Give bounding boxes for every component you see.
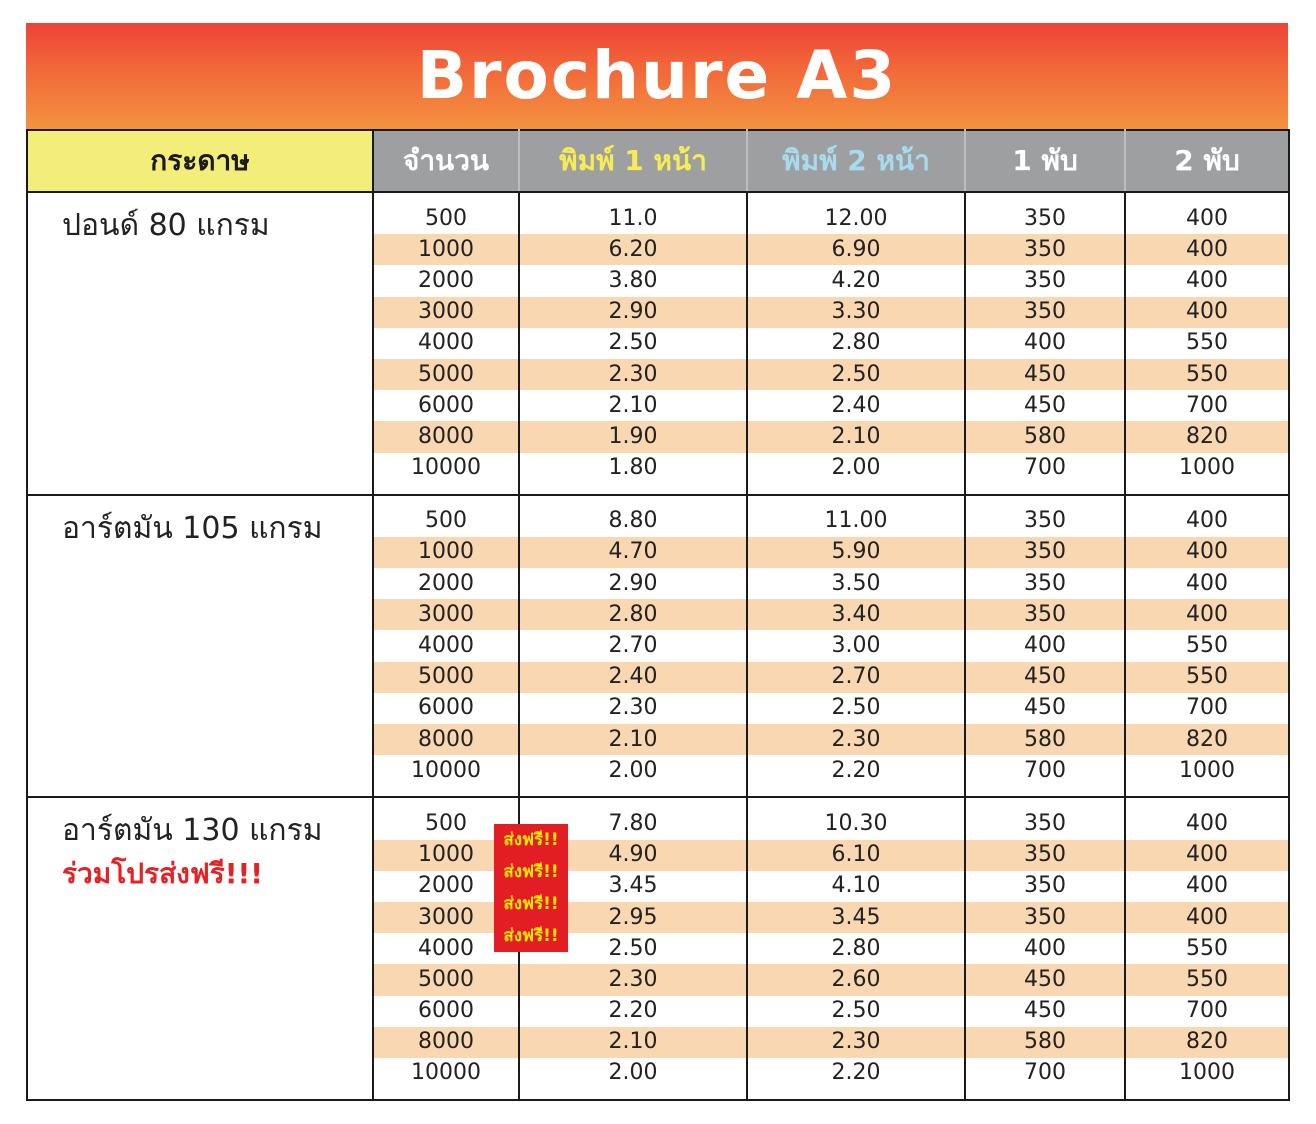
two-folds-price: 550 bbox=[1125, 662, 1289, 693]
print-two-sides-price: 2.20 bbox=[747, 755, 965, 797]
page-title: Brochure A3 bbox=[416, 37, 898, 114]
one-fold-price: 400 bbox=[965, 328, 1125, 359]
print-two-sides-price: 3.40 bbox=[747, 599, 965, 630]
quantity-cell: 6000 bbox=[373, 693, 519, 724]
paper-type-cell bbox=[27, 797, 373, 1100]
quantity-cell: 1000 bbox=[373, 234, 519, 265]
free-shipping-badge: ส่งฟรี!! bbox=[503, 861, 559, 882]
quantity-cell: 10000 bbox=[373, 453, 519, 495]
print-one-side-price: 2.00 bbox=[519, 1058, 747, 1100]
quantity-cell: 500 bbox=[373, 797, 519, 839]
two-folds-price: 400 bbox=[1186, 873, 1228, 899]
two-folds-price: 400 bbox=[1125, 599, 1289, 630]
free-shipping-badge: ส่งฟรี!! bbox=[503, 829, 559, 850]
two-folds-price: 820 bbox=[1125, 421, 1289, 452]
one-fold-price: 450 bbox=[965, 996, 1125, 1027]
print-two-sides-price: 2.80 bbox=[747, 328, 965, 359]
print-two-sides-price: 2.50 bbox=[747, 693, 965, 724]
two-folds-price: 400 bbox=[1125, 840, 1289, 871]
quantity-cell: 1000 bbox=[373, 537, 519, 568]
quantity-cell: 8000 bbox=[373, 421, 519, 452]
print-two-sides-price: 3.50 bbox=[747, 568, 965, 599]
print-two-sides-price: 3.45 bbox=[747, 902, 965, 933]
print-two-sides-price: 2.10 bbox=[747, 421, 965, 452]
table-row bbox=[27, 797, 1289, 839]
print-two-sides-price: 4.20 bbox=[747, 265, 965, 296]
quantity-cell: 10000 bbox=[373, 755, 519, 797]
two-folds-price: 400 bbox=[1186, 205, 1228, 231]
print-two-sides-price: 12.00 bbox=[747, 192, 965, 234]
one-fold-price: 450 bbox=[965, 662, 1125, 693]
two-folds-price: 550 bbox=[1186, 330, 1228, 356]
quantity-cell: 5000 bbox=[373, 359, 519, 390]
one-fold-price: 450 bbox=[965, 390, 1125, 421]
one-fold-price: 700 bbox=[965, 453, 1125, 495]
quantity-cell: 6000 bbox=[373, 390, 519, 421]
quantity-cell: 10000 bbox=[373, 1058, 519, 1100]
print-one-side-price: 2.10 bbox=[519, 724, 747, 755]
two-folds-price: 1000 bbox=[1125, 1058, 1289, 1100]
print-two-sides-price: 3.30 bbox=[747, 297, 965, 328]
two-folds-price: 400 bbox=[1125, 234, 1289, 265]
quantity-cell: 4000 bbox=[373, 328, 519, 359]
quantity-cell: 2000 bbox=[373, 265, 519, 296]
two-folds-price: 400 bbox=[1125, 902, 1289, 933]
print-two-sides-price: 2.50 bbox=[747, 359, 965, 390]
quantity-cell: 8000 bbox=[373, 1027, 519, 1058]
free-shipping-badge: ส่งฟรี!! bbox=[503, 893, 559, 914]
free-shipping-badges bbox=[494, 824, 568, 952]
print-two-sides-price: 2.30 bbox=[747, 724, 965, 755]
print-one-side-price: 1.80 bbox=[519, 453, 747, 495]
print-one-side-price: 2.80 bbox=[519, 599, 747, 630]
one-fold-price: 400 bbox=[965, 630, 1125, 661]
two-folds-price: 1000 bbox=[1125, 453, 1289, 495]
table-row bbox=[27, 495, 1289, 537]
one-fold-price: 350 bbox=[965, 871, 1125, 902]
header-two-folds: 2 พับ bbox=[1125, 130, 1289, 192]
print-two-sides-price: 2.50 bbox=[747, 996, 965, 1027]
quantity-cell: 5000 bbox=[373, 662, 519, 693]
print-two-sides-price: 2.70 bbox=[747, 662, 965, 693]
free-shipping-badge: ส่งฟรี!! bbox=[503, 925, 559, 946]
print-two-sides-price: 2.20 bbox=[747, 1058, 965, 1100]
one-fold-price: 580 bbox=[965, 724, 1125, 755]
print-one-side-price: 8.80 bbox=[519, 495, 747, 537]
price-sheet bbox=[26, 23, 1288, 1124]
print-one-side-price: 6.20 bbox=[519, 234, 747, 265]
print-one-side-price: 2.50 bbox=[519, 328, 747, 359]
header-paper: กระดาษ bbox=[27, 130, 373, 192]
quantity-cell: 500 bbox=[373, 192, 519, 234]
quantity-cell: 500 bbox=[373, 495, 519, 537]
two-folds-price: 400 bbox=[1186, 267, 1228, 293]
one-fold-price: 450 bbox=[965, 964, 1125, 995]
one-fold-price: 350 bbox=[965, 234, 1125, 265]
print-one-side-price: 2.95 bbox=[519, 902, 747, 933]
one-fold-price: 350 bbox=[965, 902, 1125, 933]
quantity-cell: 1000 bbox=[373, 840, 519, 871]
two-folds-price: 550 bbox=[1125, 359, 1289, 390]
one-fold-price: 400 bbox=[965, 933, 1125, 964]
one-fold-price: 350 bbox=[965, 495, 1125, 537]
two-folds-price: 1000 bbox=[1125, 755, 1289, 797]
print-one-side-price: 2.90 bbox=[519, 297, 747, 328]
header-one-fold: 1 พับ bbox=[965, 130, 1125, 192]
print-one-side-price: 3.80 bbox=[519, 265, 747, 296]
quantity-cell: 6000 bbox=[373, 996, 519, 1027]
print-one-side-price: 2.10 bbox=[519, 390, 747, 421]
print-two-sides-price: 6.10 bbox=[747, 840, 965, 871]
print-one-side-price: 11.0 bbox=[519, 192, 747, 234]
quantity-cell: 4000 bbox=[373, 933, 519, 964]
paper-type-label: ปอนด์ 80 แกรม bbox=[62, 208, 270, 243]
quantity-cell: 2000 bbox=[373, 568, 519, 599]
print-two-sides-price: 3.00 bbox=[747, 630, 965, 661]
quantity-cell: 5000 bbox=[373, 964, 519, 995]
print-two-sides-price: 2.00 bbox=[747, 453, 965, 495]
one-fold-price: 580 bbox=[965, 421, 1125, 452]
print-two-sides-price: 2.60 bbox=[747, 964, 965, 995]
print-two-sides-price: 2.30 bbox=[747, 1027, 965, 1058]
free-shipping-promo: ร่วมโปรส่งฟรี!!! bbox=[62, 857, 264, 891]
one-fold-price: 350 bbox=[965, 192, 1125, 234]
quantity-cell: 3000 bbox=[373, 297, 519, 328]
print-one-side-price: 4.70 bbox=[519, 537, 747, 568]
two-folds-price: 550 bbox=[1125, 964, 1289, 995]
two-folds-price: 550 bbox=[1186, 633, 1228, 659]
paper-type-cell bbox=[27, 192, 373, 495]
price-body bbox=[27, 192, 1289, 1100]
one-fold-price: 450 bbox=[965, 359, 1125, 390]
header-row bbox=[27, 130, 1289, 192]
two-folds-price: 400 bbox=[1186, 508, 1228, 534]
paper-type-label: อาร์ตมัน 130 แกรม bbox=[62, 813, 323, 849]
one-fold-price: 350 bbox=[965, 265, 1125, 296]
print-one-side-price: 2.00 bbox=[519, 755, 747, 797]
print-one-side-price: 7.80 bbox=[519, 797, 747, 839]
one-fold-price: 350 bbox=[965, 840, 1125, 871]
print-two-sides-price: 11.00 bbox=[747, 495, 965, 537]
print-one-side-price: 3.45 bbox=[519, 871, 747, 902]
two-folds-price: 820 bbox=[1125, 1027, 1289, 1058]
header-quantity: จำนวน bbox=[373, 130, 519, 192]
one-fold-price: 350 bbox=[965, 297, 1125, 328]
one-fold-price: 580 bbox=[965, 1027, 1125, 1058]
one-fold-price: 700 bbox=[965, 1058, 1125, 1100]
one-fold-price: 350 bbox=[965, 568, 1125, 599]
print-one-side-price: 2.30 bbox=[519, 964, 747, 995]
one-fold-price: 700 bbox=[965, 755, 1125, 797]
print-two-sides-price: 10.30 bbox=[747, 797, 965, 839]
print-one-side-price: 1.90 bbox=[519, 421, 747, 452]
print-two-sides-price: 2.40 bbox=[747, 390, 965, 421]
quantity-cell: 4000 bbox=[373, 630, 519, 661]
two-folds-price: 400 bbox=[1125, 297, 1289, 328]
two-folds-price: 400 bbox=[1186, 810, 1228, 836]
two-folds-price: 400 bbox=[1125, 537, 1289, 568]
print-two-sides-price: 2.80 bbox=[747, 933, 965, 964]
quantity-cell: 3000 bbox=[373, 599, 519, 630]
paper-type-label: อาร์ตมัน 105 แกรม bbox=[62, 510, 323, 546]
header-print-two-sides: พิมพ์ 2 หน้า bbox=[747, 130, 965, 192]
one-fold-price: 450 bbox=[965, 693, 1125, 724]
two-folds-price: 820 bbox=[1125, 724, 1289, 755]
print-one-side-price: 2.20 bbox=[519, 996, 747, 1027]
one-fold-price: 350 bbox=[965, 797, 1125, 839]
print-two-sides-price: 5.90 bbox=[747, 537, 965, 568]
print-two-sides-price: 6.90 bbox=[747, 234, 965, 265]
two-folds-price: 700 bbox=[1186, 998, 1228, 1024]
one-fold-price: 350 bbox=[965, 537, 1125, 568]
one-fold-price: 350 bbox=[965, 599, 1125, 630]
print-one-side-price: 2.90 bbox=[519, 568, 747, 599]
two-folds-price: 400 bbox=[1186, 570, 1228, 596]
price-table bbox=[26, 129, 1290, 1101]
paper-type-cell bbox=[27, 495, 373, 798]
header-print-one-side: พิมพ์ 1 หน้า bbox=[519, 130, 747, 192]
quantity-cell: 3000 bbox=[373, 902, 519, 933]
quantity-cell: 8000 bbox=[373, 724, 519, 755]
print-one-side-price: 2.10 bbox=[519, 1027, 747, 1058]
print-one-side-price: 2.50 bbox=[519, 933, 747, 964]
print-one-side-price: 2.40 bbox=[519, 662, 747, 693]
two-folds-price: 550 bbox=[1186, 935, 1228, 961]
quantity-cell: 2000 bbox=[373, 871, 519, 902]
title-banner bbox=[26, 23, 1288, 129]
print-one-side-price: 2.30 bbox=[519, 693, 747, 724]
print-one-side-price: 2.30 bbox=[519, 359, 747, 390]
two-folds-price: 700 bbox=[1186, 695, 1228, 721]
print-one-side-price: 2.70 bbox=[519, 630, 747, 661]
two-folds-price: 700 bbox=[1186, 392, 1228, 418]
table-row bbox=[27, 192, 1289, 234]
print-one-side-price: 4.90 bbox=[519, 840, 747, 871]
print-two-sides-price: 4.10 bbox=[747, 871, 965, 902]
